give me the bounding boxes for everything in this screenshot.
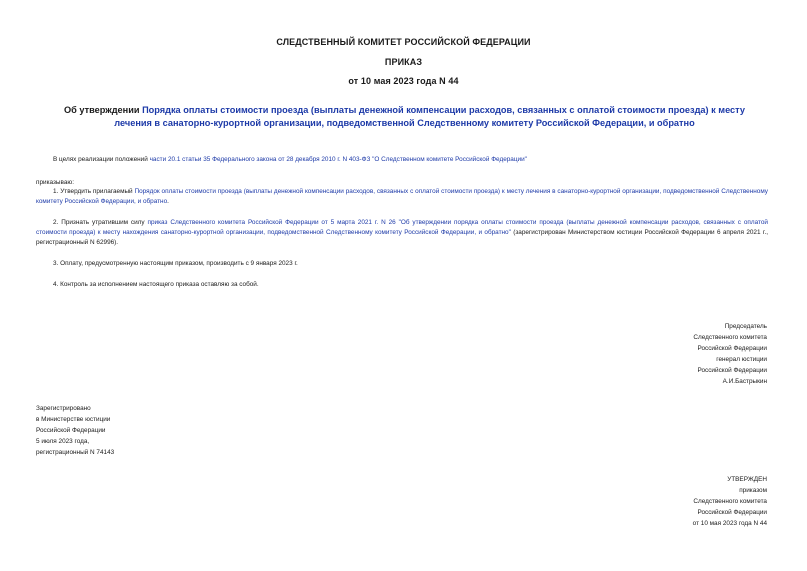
item-1-paragraph: [36, 187, 768, 207]
item-2-link[interactable]: приказ Следственного комитета Российской Федерации от 5 марта 2021 г. N 26 "Об утверждении порядка оплаты стоимости проезда (выплаты денежной компенсации расходов, связанных с оплатой стоимости проезда) к месту нахождения санаторно-курортной организации, подведомственной Следственному комитету Российской Федерации, и обратно": [36, 219, 768, 236]
signature-line-6: А.И.Бастрыкин: [722, 378, 767, 385]
approval-line-3: Следственного комитета: [693, 498, 767, 505]
registration-block: [36, 403, 114, 458]
registration-line-4: 5 июля 2023 года,: [36, 438, 90, 445]
approval-line-2: приказом: [739, 487, 767, 494]
approval-line-5: от 10 мая 2023 года N 44: [692, 520, 767, 527]
registration-line-5: регистрационный N 74143: [36, 449, 115, 456]
item-3-paragraph: 3. Оплату, предусмотренную настоящим приказом, производить с 9 января 2023 г.: [53, 260, 298, 267]
item-2-suffix: (зарегистрирован Министерством юстиции Российской Федерации 6 апреля 2021 г., регистрационный N 62996).: [36, 229, 768, 246]
doc-type-heading: ПРИКАЗ: [384, 57, 423, 67]
approval-line-4: Российской Федерации: [697, 509, 767, 516]
signature-line-5: Российской Федерации: [697, 367, 767, 374]
order-word: приказываю:: [36, 179, 74, 186]
signature-line-2: Следственного комитета: [693, 334, 767, 341]
item-1-suffix: .: [167, 198, 169, 205]
title-link[interactable]: Порядка оплаты стоимости проезда (выплаты денежной компенсации расходов, связанных с оплатой стоимости проезда) к месту лечения в санаторно-курортной организации, подведомственной Следственному комитету Российской Федерации, и обратно: [114, 105, 746, 128]
item-4-paragraph: 4. Контроль за исполнением настоящего приказа оставляю за собой.: [53, 281, 259, 288]
item-2-prefix: 2. Признать утратившим силу: [53, 219, 148, 226]
item-1-link[interactable]: Порядок оплаты стоимости проезда (выплаты денежной компенсации расходов, связанных с оплатой стоимости проезда) к месту лечения в санаторно-курортной организации, подведомственной Следственному комитету Российской Федерации, и обратно: [36, 188, 768, 205]
order-date-number: от 10 мая 2023 года N 44: [348, 76, 459, 86]
registration-line-3: Российской Федерации: [36, 427, 106, 434]
item-2-paragraph: [36, 218, 768, 248]
preamble-link[interactable]: части 20.1 статьи 35 Федерального закона от 28 декабря 2010 г. N 403-ФЗ "О Следственном комитете Российской Федерации": [149, 156, 527, 163]
item-1-prefix: 1. Утвердить прилагаемый: [53, 188, 135, 195]
registration-line-2: в Министерстве юстиции: [36, 416, 111, 423]
signature-line-1: Председатель: [724, 323, 767, 330]
registration-line-1: Зарегистрировано: [36, 405, 91, 412]
approval-line-1: УТВЕРЖДЕН: [727, 476, 767, 483]
signature-block: [567, 321, 767, 387]
authority-heading: СЛЕДСТВЕННЫЙ КОМИТЕТ РОССИЙСКОЙ ФЕДЕРАЦИИ: [276, 37, 531, 47]
preamble-prefix: В целях реализации положений: [53, 156, 150, 163]
title-prefix: Об утверждении: [63, 105, 143, 115]
signature-line-3: Российской Федерации: [697, 345, 767, 352]
preamble-paragraph: [36, 155, 768, 165]
approval-block: [567, 474, 767, 529]
signature-line-4: генерал юстиции: [716, 356, 767, 363]
order-title: [52, 104, 757, 130]
